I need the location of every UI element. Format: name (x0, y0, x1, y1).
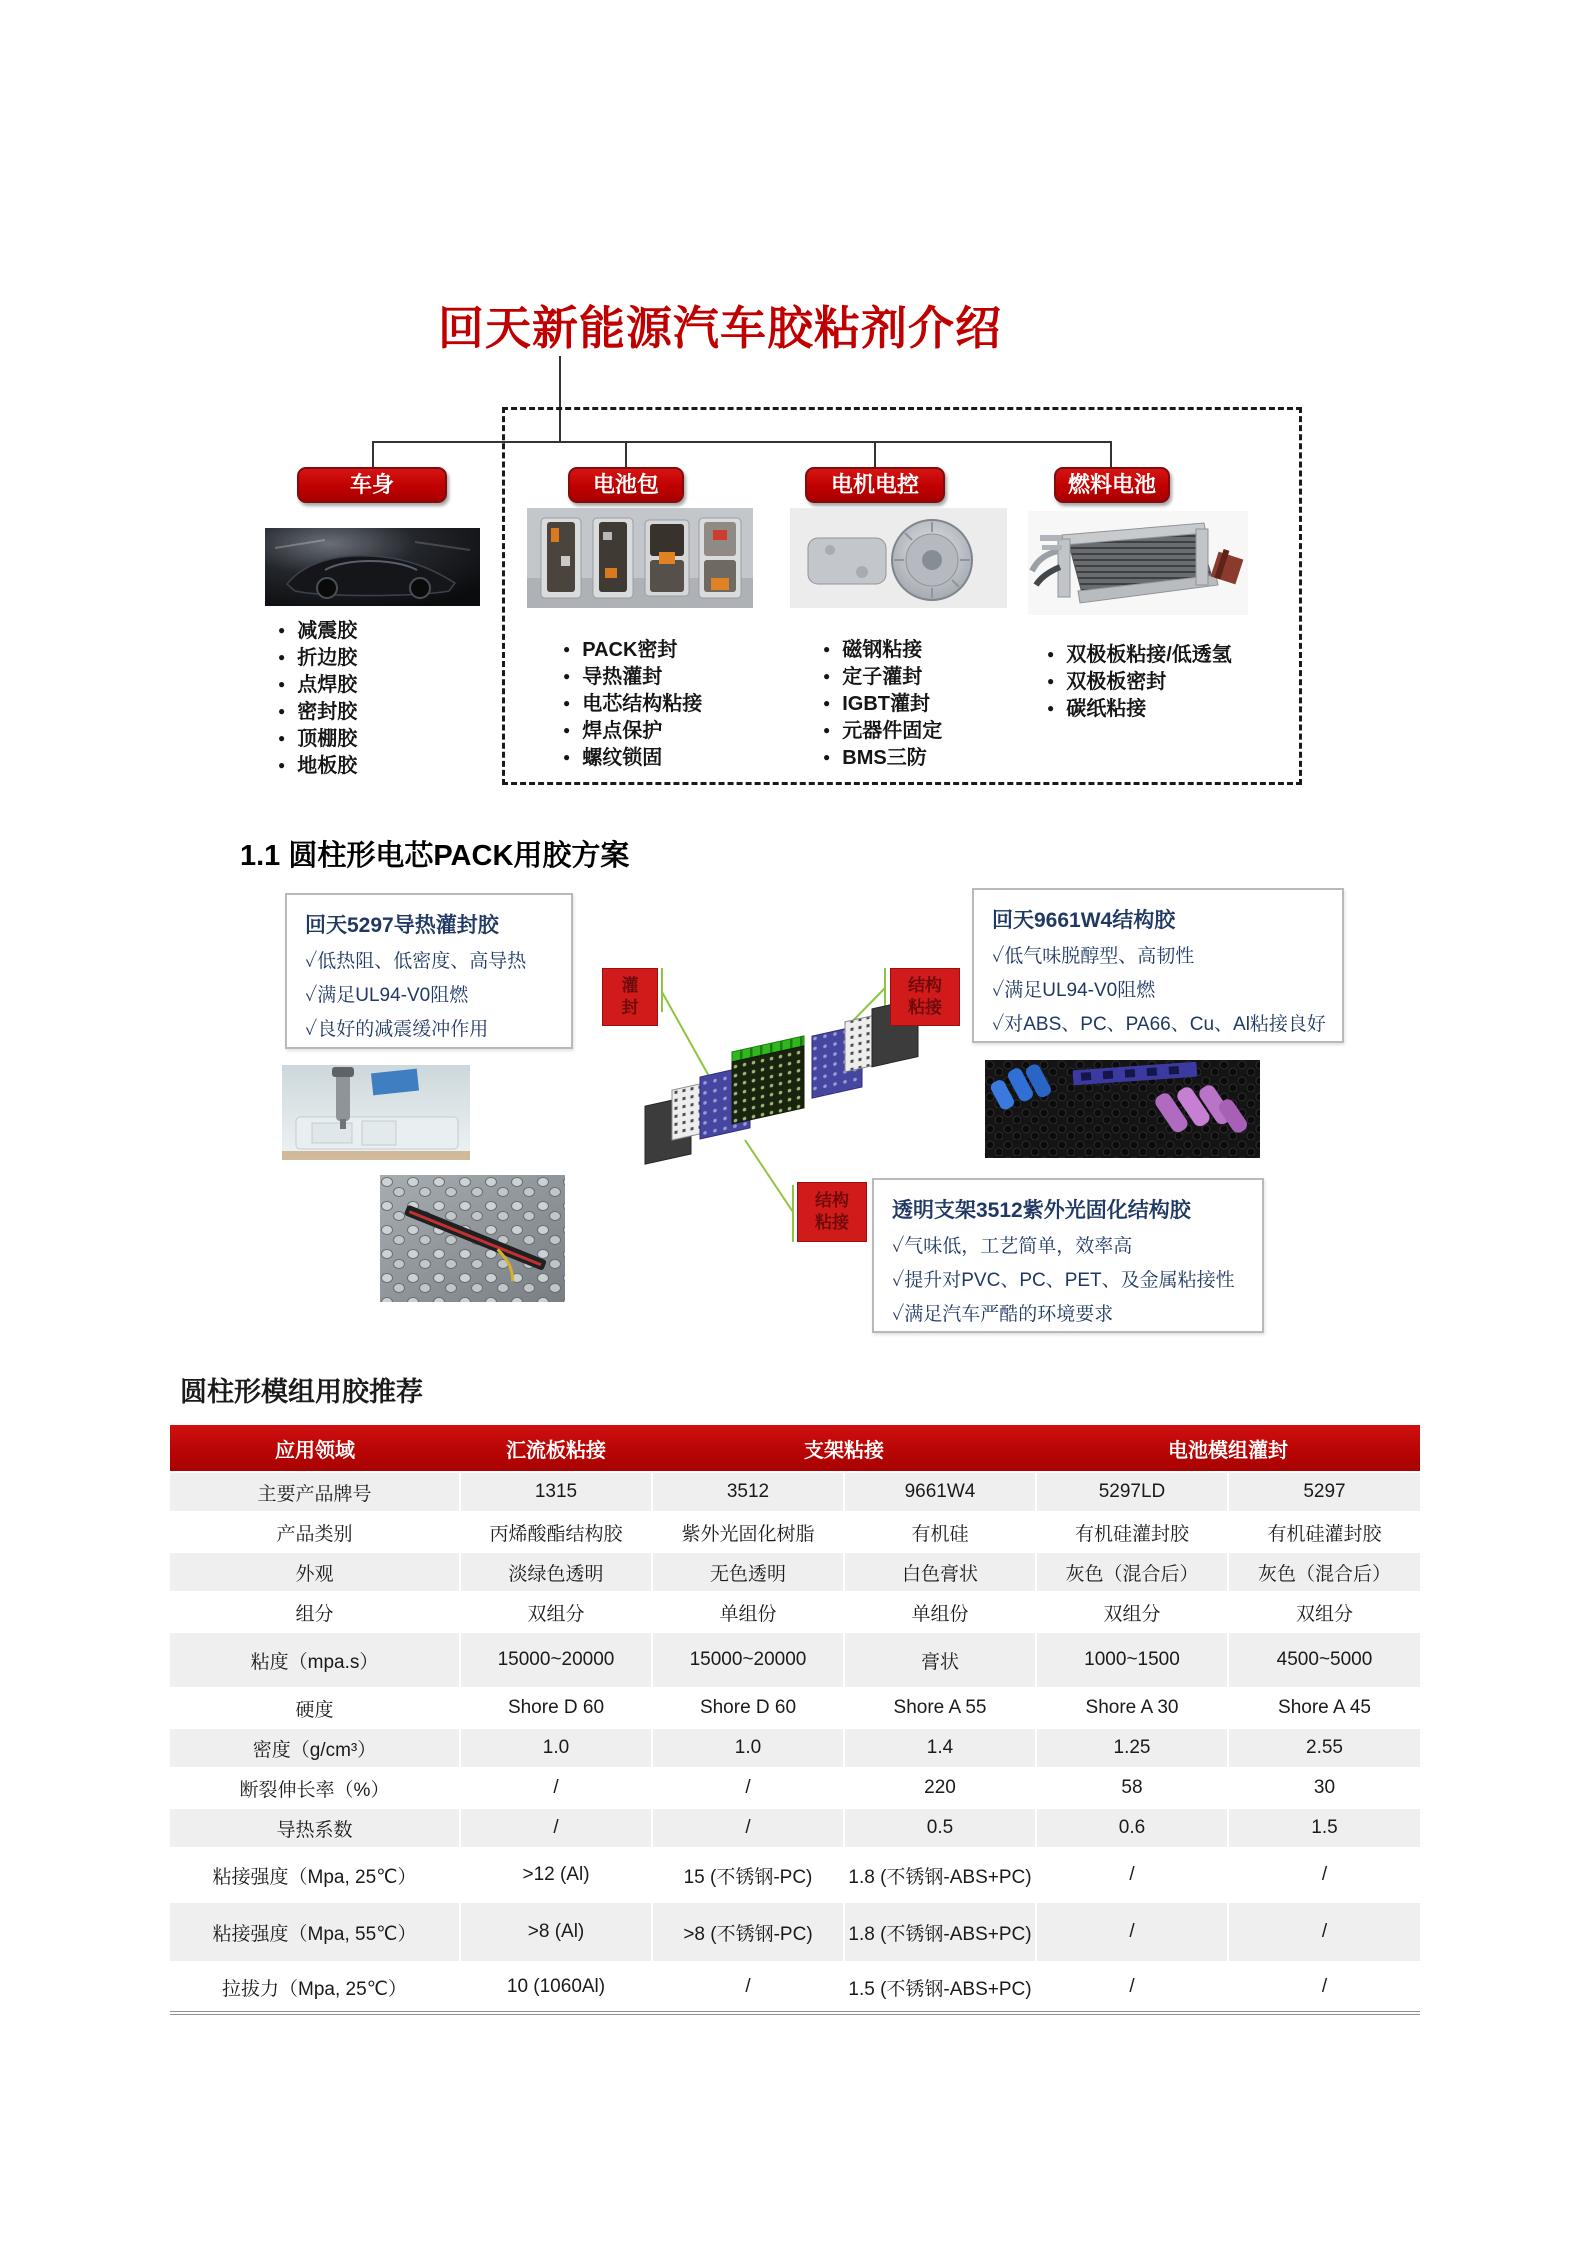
list-item: ● 螺纹锁固 (563, 744, 702, 771)
table-cell: 1.8 (不锈钢-ABS+PC) (844, 1902, 1036, 1962)
category-car-body: 车身 (297, 467, 447, 503)
battery-pack-adhesive-list (563, 636, 702, 771)
table-cell: 1.8 (不锈钢-ABS+PC) (844, 1848, 1036, 1902)
list-item: ● IGBT灌封 (823, 690, 942, 717)
table-cell: 1315 (460, 1472, 652, 1512)
table-cell: >8 (不锈钢-PC) (652, 1902, 844, 1962)
table-cell: 30 (1228, 1768, 1420, 1808)
row-label: 主要产品牌号 (170, 1472, 460, 1512)
callout-title: 回天5297导热灌封胶 (305, 914, 499, 937)
table-cell: Shore A 45 (1228, 1688, 1420, 1728)
table-cell: 1000~1500 (1036, 1632, 1228, 1688)
table-cell: / (1036, 1848, 1228, 1902)
table-row (170, 1728, 1420, 1768)
row-label: 产品类别 (170, 1512, 460, 1552)
row-label: 粘接强度（Mpa, 25℃） (170, 1848, 460, 1902)
table-cell: 15000~20000 (460, 1632, 652, 1688)
table-row (170, 1592, 1420, 1632)
page-title: 回天新能源汽车胶粘剂介绍 (438, 302, 1002, 354)
list-item: ● 折边胶 (278, 644, 357, 671)
table-row (170, 1632, 1420, 1688)
table-cell: 15000~20000 (652, 1632, 844, 1688)
section-heading: 1.1 圆柱形电芯PACK用胶方案 (240, 840, 630, 872)
table-cell: >8 (Al) (460, 1902, 652, 1962)
tree-branch-line (372, 442, 374, 469)
row-label: 密度（g/cm³） (170, 1728, 460, 1768)
table-cell: 9661W4 (844, 1472, 1036, 1512)
callout-point: ✓低气味脱醇型、高韧性 (992, 946, 1195, 967)
callout-title: 回天9661W4结构胶 (992, 909, 1176, 932)
table-cell: 膏状 (844, 1632, 1036, 1688)
table-cell: 2.55 (1228, 1728, 1420, 1768)
row-label: 硬度 (170, 1688, 460, 1728)
callout-5297 (285, 893, 573, 1049)
callout-title: 透明支架3512紫外光固化结构胶 (892, 1199, 1191, 1222)
table-cell: 灰色（混合后） (1228, 1552, 1420, 1592)
list-item: ● 元器件固定 (823, 717, 942, 744)
potting-application-photo (282, 1065, 470, 1160)
fuel-cell-photo (1028, 511, 1248, 615)
car-body-adhesive-list (278, 617, 357, 779)
table-cell: Shore A 55 (844, 1688, 1036, 1728)
list-item: ● 地板胶 (278, 752, 357, 779)
table-cell: 5297 (1228, 1472, 1420, 1512)
header-cell: 应用领域 (170, 1425, 460, 1472)
table-cell: / (460, 1808, 652, 1848)
table-cell: Shore A 30 (1036, 1688, 1228, 1728)
battery-pack-photo (527, 508, 753, 608)
row-label: 外观 (170, 1552, 460, 1592)
row-label: 粘度（mpa.s） (170, 1632, 460, 1688)
table-row (170, 1962, 1420, 2013)
table-cell: 淡绿色透明 (460, 1552, 652, 1592)
table-cell: 5297LD (1036, 1472, 1228, 1512)
category-battery-pack: 电池包 (568, 467, 684, 503)
table-cell: 双组分 (1036, 1592, 1228, 1632)
motor-control-adhesive-list (823, 636, 942, 771)
header-cell: 汇流板粘接 (460, 1425, 652, 1472)
table-header-row (170, 1425, 1420, 1472)
table-cell: 1.4 (844, 1728, 1036, 1768)
table-cell: / (652, 1768, 844, 1808)
callout-3512 (872, 1178, 1264, 1333)
row-label: 拉拔力（Mpa, 25℃） (170, 1962, 460, 2013)
table-cell: / (460, 1768, 652, 1808)
table-row (170, 1472, 1420, 1512)
table-cell: / (1036, 1902, 1228, 1962)
callout-point: ✓对ABS、PC、PA66、Cu、Al粘接良好 (992, 1014, 1326, 1035)
table-cell: 3512 (652, 1472, 844, 1512)
table-cell: 有机硅 (844, 1512, 1036, 1552)
table-cell: 单组份 (844, 1592, 1036, 1632)
list-item: ● 双极板密封 (1047, 668, 1232, 695)
row-label: 粘接强度（Mpa, 55℃） (170, 1902, 460, 1962)
list-item: ● 电芯结构粘接 (563, 690, 702, 717)
list-item: ● 磁钢粘接 (823, 636, 942, 663)
table-row (170, 1688, 1420, 1728)
list-item: ● 导热灌封 (563, 663, 702, 690)
callout-point: ✓满足UL94-V0阻燃 (305, 985, 469, 1006)
table-cell: / (1036, 1962, 1228, 2013)
row-label: 导热系数 (170, 1808, 460, 1848)
table-cell: Shore D 60 (652, 1688, 844, 1728)
table-cell: 10 (1060Al) (460, 1962, 652, 2013)
car-body-photo (265, 528, 480, 606)
potting-label: 灌封 (602, 968, 658, 1026)
header-cell: 支架粘接 (652, 1425, 1036, 1472)
table-cell: 1.25 (1036, 1728, 1228, 1768)
table-row (170, 1848, 1420, 1902)
table-cell: / (1228, 1902, 1420, 1962)
table-cell: 有机硅灌封胶 (1036, 1512, 1228, 1552)
header-cell: 电池模组灌封 (1036, 1425, 1420, 1472)
table-cell: Shore D 60 (460, 1688, 652, 1728)
table-title: 圆柱形模组用胶推荐 (180, 1377, 423, 1407)
list-item: ● 减震胶 (278, 617, 357, 644)
table-cell: 灰色（混合后） (1036, 1552, 1228, 1592)
callout-point: ✓满足汽车严酷的环境要求 (892, 1304, 1114, 1325)
category-fuel-cell: 燃料电池 (1054, 467, 1170, 503)
list-item: ● 密封胶 (278, 698, 357, 725)
table-row (170, 1808, 1420, 1848)
list-item: ● BMS三防 (823, 744, 942, 771)
battery-cells-holder-photo (985, 1060, 1260, 1158)
table-cell: / (1228, 1962, 1420, 2013)
table-cell: / (652, 1962, 844, 2013)
callout-point: ✓气味低，工艺简单，效率高 (892, 1236, 1133, 1257)
motor-controller-photo (790, 508, 1007, 608)
table-cell: 0.5 (844, 1808, 1036, 1848)
table-cell: 1.5 (不锈钢-ABS+PC) (844, 1962, 1036, 2013)
table-cell: 4500~5000 (1228, 1632, 1420, 1688)
row-label: 断裂伸长率（%） (170, 1768, 460, 1808)
table-cell: 1.0 (652, 1728, 844, 1768)
table-cell: 丙烯酸酯结构胶 (460, 1512, 652, 1552)
table-cell: 有机硅灌封胶 (1228, 1512, 1420, 1552)
table-cell: 58 (1036, 1768, 1228, 1808)
list-item: ● 碳纸粘接 (1047, 695, 1232, 722)
table-cell: 双组分 (460, 1592, 652, 1632)
fuel-cell-adhesive-list (1047, 641, 1232, 722)
list-item: ● 双极板粘接/低透氢 (1047, 641, 1232, 668)
list-item: ● 顶棚胶 (278, 725, 357, 752)
table-cell: 220 (844, 1768, 1036, 1808)
table-cell: 0.6 (1036, 1808, 1228, 1848)
table-cell: 白色膏状 (844, 1552, 1036, 1592)
list-item: ● 定子灌封 (823, 663, 942, 690)
table-cell: 紫外光固化树脂 (652, 1512, 844, 1552)
adhesive-dots-photo (380, 1175, 565, 1302)
callout-point: ✓低热阻、低密度、高导热 (305, 951, 527, 972)
table-row (170, 1768, 1420, 1808)
table-cell: / (1228, 1848, 1420, 1902)
table-row (170, 1552, 1420, 1592)
table-cell: 1.0 (460, 1728, 652, 1768)
callout-point: ✓满足UL94-V0阻燃 (992, 980, 1156, 1001)
table-cell: 单组份 (652, 1592, 844, 1632)
list-item: ● 焊点保护 (563, 717, 702, 744)
table-row (170, 1902, 1420, 1962)
list-item: ● 点焊胶 (278, 671, 357, 698)
structural-bonding-label-bottom: 结构粘接 (797, 1182, 867, 1242)
spec-table (170, 1425, 1420, 2015)
table-cell: / (652, 1808, 844, 1848)
table-cell: 1.5 (1228, 1808, 1420, 1848)
table-cell: 双组分 (1228, 1592, 1420, 1632)
table-cell: >12 (Al) (460, 1848, 652, 1902)
category-motor-control: 电机电控 (805, 467, 945, 503)
table-cell: 无色透明 (652, 1552, 844, 1592)
exploded-parts (645, 999, 918, 1165)
table-row (170, 1512, 1420, 1552)
structural-bonding-label-top: 结构粘接 (890, 968, 960, 1026)
list-item: ● PACK密封 (563, 636, 702, 663)
row-label: 组分 (170, 1592, 460, 1632)
callout-point: ✓良好的减震缓冲作用 (305, 1019, 489, 1040)
callout-9661w4 (972, 888, 1344, 1043)
callout-point: ✓提升对PVC、PC、PET、及金属粘接性 (892, 1270, 1235, 1291)
table-cell: 15 (不锈钢-PC) (652, 1848, 844, 1902)
